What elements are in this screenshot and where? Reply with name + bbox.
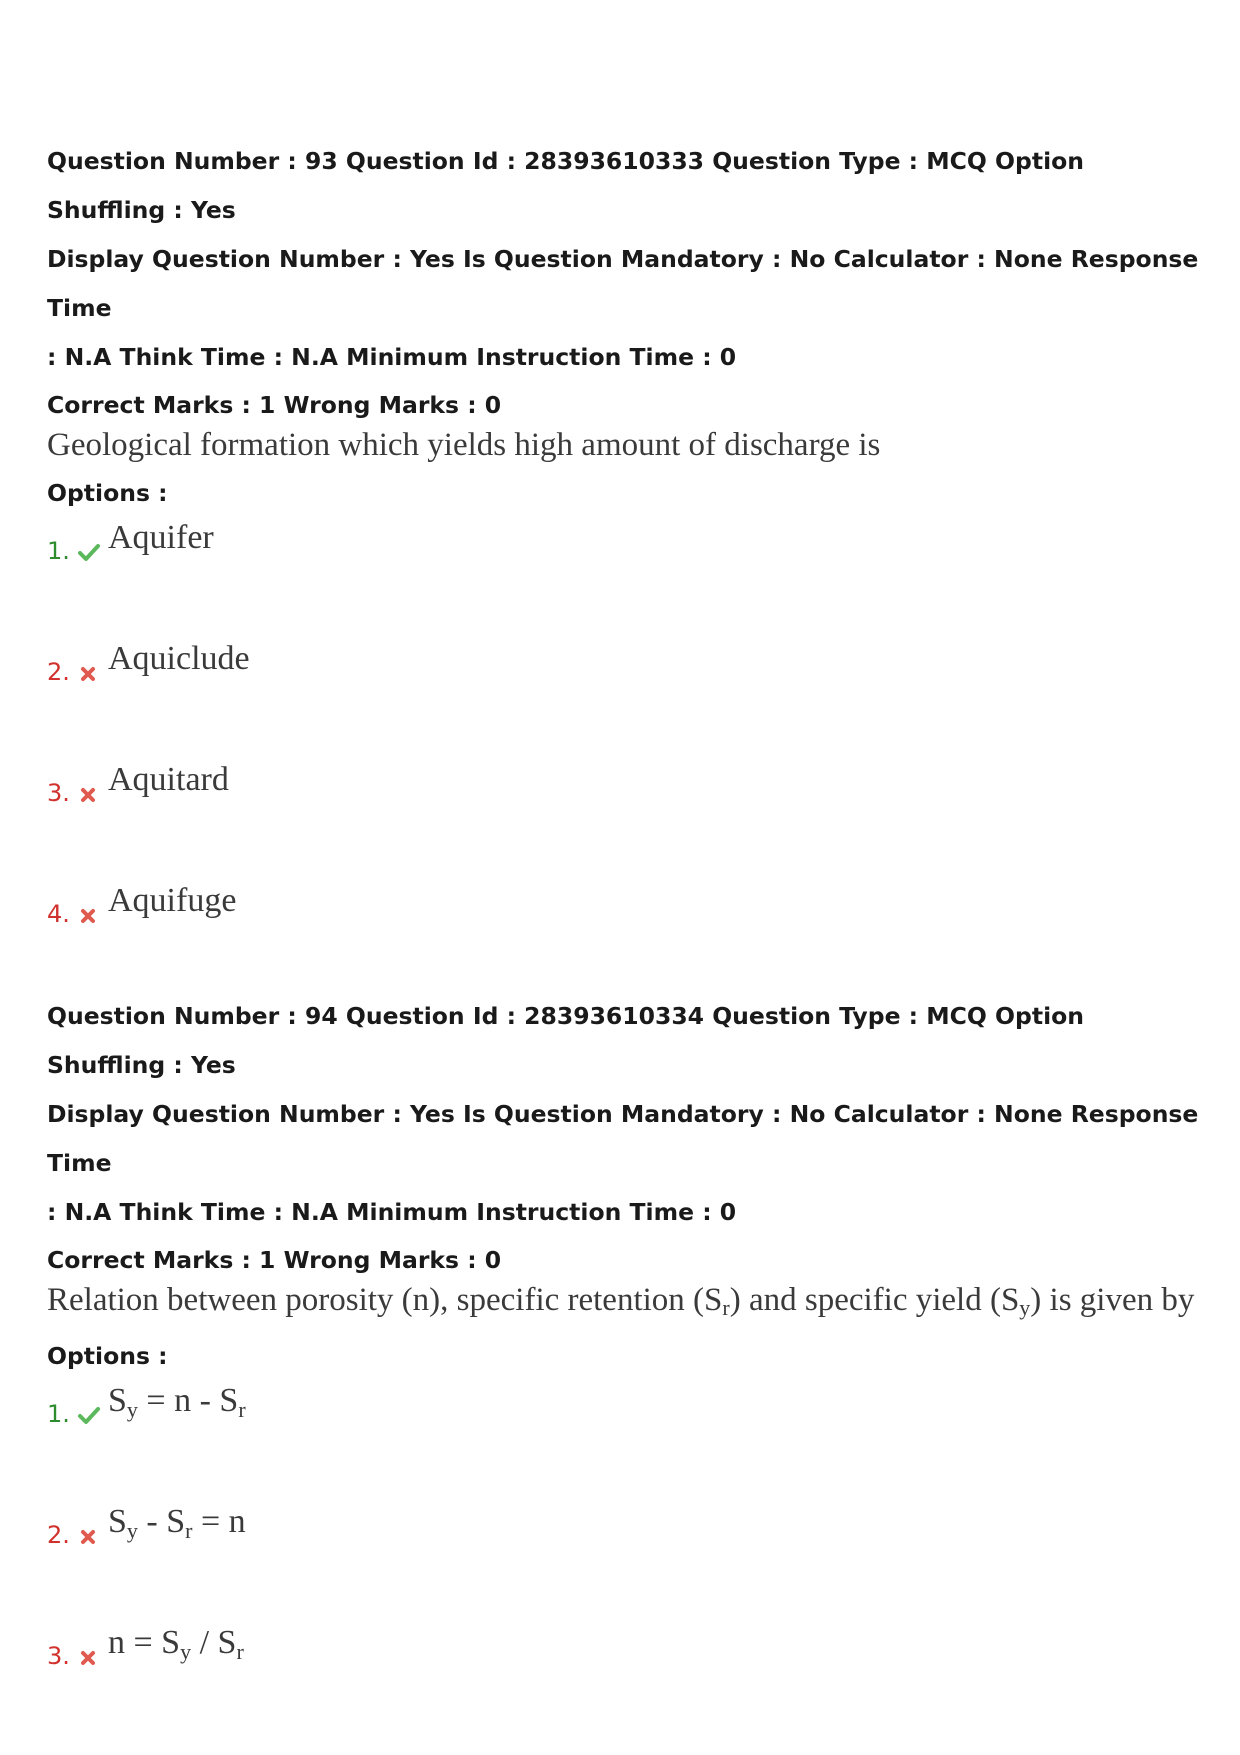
formula-part: n = S bbox=[108, 1624, 181, 1661]
question-text-part: ) is given by bbox=[1030, 1282, 1195, 1318]
question-block-93 bbox=[47, 137, 1207, 999]
cross-icon bbox=[77, 661, 101, 685]
question-meta-line: Display Question Number : Yes Is Question Mandatory : No Calculator : None Response Time bbox=[47, 245, 1199, 322]
options-label: Options : bbox=[47, 479, 168, 507]
formula-subscript: r bbox=[185, 1518, 193, 1543]
formula-part: S bbox=[108, 1503, 127, 1540]
formula-subscript: y bbox=[180, 1639, 192, 1664]
option-text: Aquitard bbox=[108, 761, 229, 798]
option-number: 2. bbox=[47, 1521, 70, 1549]
options-label: Options : bbox=[47, 1342, 168, 1370]
option-number: 3. bbox=[47, 779, 70, 807]
formula-part: S bbox=[108, 1382, 127, 1419]
option-item bbox=[47, 1620, 1207, 1741]
question-text-subscript: y bbox=[1019, 1295, 1031, 1320]
option-item bbox=[47, 1378, 1207, 1499]
question-text-part: Relation between porosity (n), specific retention (S bbox=[47, 1282, 723, 1318]
formula-part: / S bbox=[191, 1624, 237, 1661]
formula-subscript: r bbox=[236, 1639, 244, 1664]
option-text: Aquiclude bbox=[108, 640, 250, 677]
formula-part: = n bbox=[192, 1503, 246, 1540]
question-meta-line: Display Question Number : Yes Is Question Mandatory : No Calculator : None Response Time bbox=[47, 1100, 1199, 1177]
option-formula bbox=[108, 1503, 246, 1544]
options-list bbox=[47, 1378, 1207, 1741]
marks-line: Correct Marks : 1 Wrong Marks : 0 bbox=[47, 391, 502, 419]
question-text bbox=[47, 1280, 1207, 1328]
formula-subscript: y bbox=[126, 1518, 138, 1543]
cross-icon bbox=[77, 782, 101, 806]
option-formula bbox=[108, 1624, 244, 1665]
option-item bbox=[47, 636, 1207, 757]
option-item bbox=[47, 515, 1207, 636]
question-block-94 bbox=[47, 992, 1207, 1741]
question-meta-line: : N.A Think Time : N.A Minimum Instruction Time : 0 bbox=[47, 343, 737, 371]
cross-icon bbox=[77, 1524, 101, 1548]
options-list bbox=[47, 515, 1207, 999]
option-item bbox=[47, 878, 1207, 999]
option-item bbox=[47, 757, 1207, 878]
question-meta-line: Question Number : 93 Question Id : 28393610333 Question Type : MCQ Option Shuffling : Yes bbox=[47, 147, 1085, 224]
check-icon bbox=[77, 540, 101, 564]
option-item bbox=[47, 1499, 1207, 1620]
question-meta-line: : N.A Think Time : N.A Minimum Instruction Time : 0 bbox=[47, 1198, 737, 1226]
option-text: Aquifer bbox=[108, 519, 214, 556]
formula-subscript: r bbox=[238, 1397, 246, 1422]
formula-part: - S bbox=[137, 1503, 186, 1540]
option-text: Aquifuge bbox=[108, 882, 237, 919]
option-number: 1. bbox=[47, 537, 70, 565]
question-text-part: ) and specific yield (S bbox=[729, 1282, 1020, 1318]
formula-subscript: y bbox=[126, 1397, 138, 1422]
option-number: 3. bbox=[47, 1642, 70, 1670]
marks-line: Correct Marks : 1 Wrong Marks : 0 bbox=[47, 1246, 502, 1274]
option-number: 1. bbox=[47, 1400, 70, 1428]
cross-icon bbox=[77, 903, 101, 927]
question-text-subscript: r bbox=[722, 1295, 730, 1320]
option-number: 2. bbox=[47, 658, 70, 686]
question-text: Geological formation which yields high amount of discharge is bbox=[47, 427, 881, 463]
formula-part: = n - S bbox=[137, 1382, 239, 1419]
option-formula bbox=[108, 1382, 246, 1423]
check-icon bbox=[77, 1403, 101, 1427]
option-number: 4. bbox=[47, 900, 70, 928]
cross-icon bbox=[77, 1645, 101, 1669]
question-meta-line: Question Number : 94 Question Id : 28393610334 Question Type : MCQ Option Shuffling : Yes bbox=[47, 1002, 1085, 1079]
